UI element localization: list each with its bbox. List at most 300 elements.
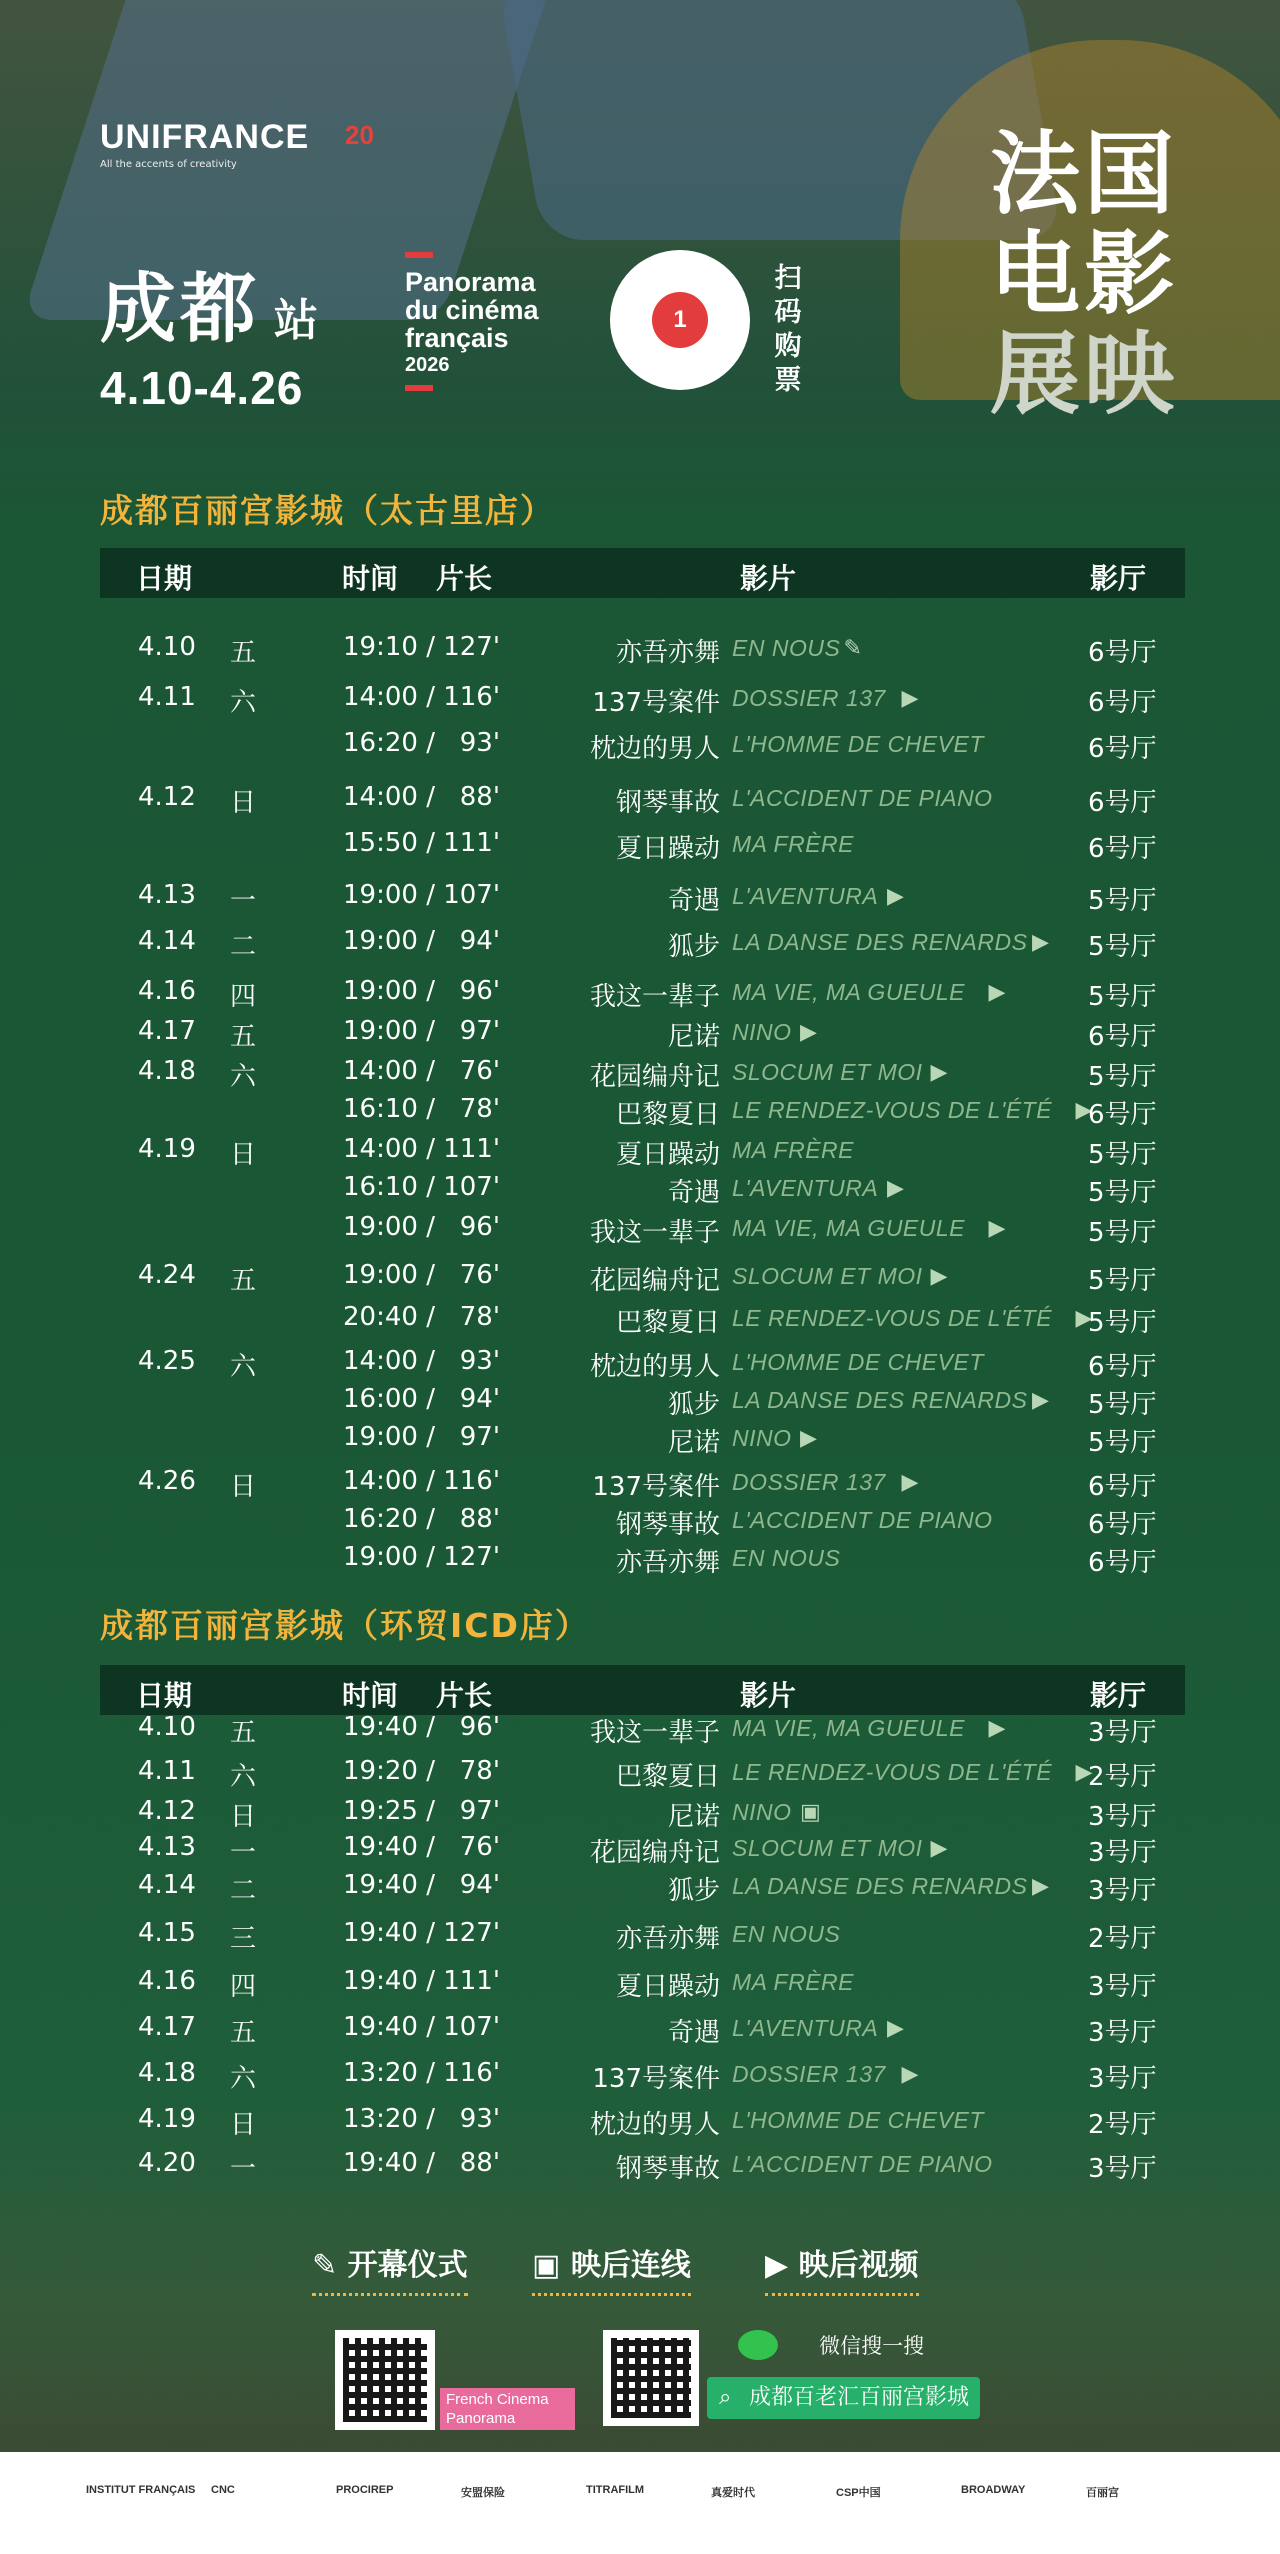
header-length: 片长 [436, 562, 493, 595]
film-title-fr: SLOCUM ET MOI [732, 1263, 923, 1289]
weekday: 一 [230, 1838, 257, 1868]
video-icon: ▶ [901, 685, 919, 710]
panorama-year: 2026 [405, 354, 450, 376]
scan-char: 扫 [774, 263, 802, 294]
screening-date: 4.12 [138, 782, 196, 812]
time-length: 19:40 / 88' [343, 2148, 500, 2178]
schedule-row [0, 1302, 1280, 1338]
screening-date: 4.10 [138, 632, 196, 662]
title-line-1: 法国 [990, 122, 1178, 227]
sponsor-logo: BROADWAY [961, 2484, 1026, 2496]
film-title-cn: 狐步 [667, 1390, 720, 1420]
video-icon: ▶ [988, 1715, 1006, 1740]
film-title-cn: 尼诺 [667, 1428, 720, 1458]
film-title-fr: L'ACCIDENT DE PIANO [732, 785, 993, 811]
weekday: 六 [230, 1062, 257, 1092]
weekday: 四 [230, 982, 257, 1012]
time-length: 19:00 / 96' [343, 976, 500, 1006]
film-title-cn: 花园编舟记 [589, 1062, 720, 1092]
film-title-fr: L'HOMME DE CHEVET [732, 2107, 984, 2133]
video-icon: ▶ [930, 1263, 948, 1288]
screening-date: 4.15 [138, 1918, 196, 1948]
hall-number: 6号厅 [1088, 1472, 1157, 1502]
time-length: 19:00 / 127' [343, 1542, 500, 1572]
film-title-cn: 亦吾亦舞 [615, 638, 720, 668]
header-hall: 影厅 [1090, 562, 1147, 595]
weekday: 一 [230, 886, 257, 916]
video-icon: ▶ [800, 1425, 818, 1450]
film-title-fr: NINO [732, 1019, 792, 1045]
film-title-fr: NINO [732, 1425, 792, 1451]
film-title-fr: LA DANSE DES RENARDS [732, 929, 1028, 955]
time-length: 16:20 / 93' [343, 728, 500, 758]
date-range: 4.10-4.26 [100, 362, 304, 414]
film-title-fr: L'AVENTURA [732, 2015, 879, 2041]
unifrance-logo [100, 118, 309, 170]
schedule-row [0, 1756, 1280, 1792]
panorama-line-1: Panorama [405, 267, 536, 297]
video-icon: ▶ [901, 1469, 919, 1494]
film-title-cn: 我这一辈子 [589, 1218, 720, 1248]
film-title-cn: 137号案件 [592, 1472, 720, 1502]
hall-number: 3号厅 [1088, 1718, 1157, 1748]
weekday: 五 [230, 1718, 257, 1748]
hall-number: 6号厅 [1088, 788, 1157, 818]
hall-number: 5号厅 [1088, 1140, 1157, 1170]
film-title-fr: DOSSIER 137 [732, 685, 886, 711]
screening-date: 4.14 [138, 1870, 196, 1900]
hall-number: 6号厅 [1088, 734, 1157, 764]
hall-number: 3号厅 [1088, 1838, 1157, 1868]
film-title-fr: SLOCUM ET MOI [732, 1835, 923, 1861]
schedule-row [0, 2012, 1280, 2048]
weekday: 日 [230, 1140, 257, 1170]
legend-opening [312, 2240, 468, 2296]
hall-number: 3号厅 [1088, 2064, 1157, 2094]
talk-icon: ▣ [532, 2248, 561, 2283]
film-title-cn: 137号案件 [592, 688, 720, 718]
film-title-cn: 奇遇 [667, 886, 720, 916]
tag-line: French Cinema [446, 2391, 549, 2408]
screening-date: 4.11 [138, 1756, 196, 1786]
time-length: 19:40 / 76' [343, 1832, 500, 1862]
weekday: 五 [230, 2018, 257, 2048]
time-length: 19:40 / 96' [343, 1712, 500, 1742]
film-title-cn: 花园编舟记 [589, 1266, 720, 1296]
sponsor-logo: INSTITUT FRANÇAIS [86, 2484, 196, 2496]
schedule-row [0, 1016, 1280, 1052]
schedule-row [0, 926, 1280, 962]
panorama-line-2: du cinéma [405, 295, 539, 325]
search-icon: ⌕ [719, 2385, 732, 2410]
schedule-row [0, 880, 1280, 916]
talk-icon: ▣ [800, 1799, 822, 1824]
film-title-cn: 狐步 [667, 1876, 720, 1906]
hall-number: 2号厅 [1088, 1762, 1157, 1792]
hall-number: 6号厅 [1088, 638, 1157, 668]
video-icon: ▶ [988, 1215, 1006, 1240]
hall-number: 5号厅 [1088, 1428, 1157, 1458]
qr-center-logo: 1 [652, 292, 708, 348]
header-date: 日期 [136, 562, 193, 595]
schedule-row [0, 1134, 1280, 1170]
hall-number: 5号厅 [1088, 982, 1157, 1012]
film-title-cn: 奇遇 [667, 1178, 720, 1208]
section-title-taikoo: 成都百丽宫影城（太古里店） [100, 491, 555, 530]
brand-name: UNIFRANCE [100, 118, 310, 156]
hall-number: 5号厅 [1088, 886, 1157, 916]
film-title-cn: 狐步 [667, 932, 720, 962]
screening-date: 4.13 [138, 1832, 196, 1862]
schedule-row [0, 1796, 1280, 1832]
screening-date: 4.26 [138, 1466, 196, 1496]
time-length: 14:00 / 88' [343, 782, 500, 812]
film-title-cn: 我这一辈子 [589, 1718, 720, 1748]
film-title-cn: 亦吾亦舞 [615, 1548, 720, 1578]
weekday: 五 [230, 1266, 257, 1296]
schedule-row [0, 1384, 1280, 1420]
schedule-row [0, 782, 1280, 818]
screening-date: 4.19 [138, 1134, 196, 1164]
panorama-red-bar-bottom [405, 385, 433, 391]
video-icon: ▶ [887, 1175, 905, 1200]
time-length: 14:00 / 76' [343, 1056, 500, 1086]
title-line-2: 电影 [990, 222, 1178, 327]
sponsor-logo: CNC [211, 2484, 235, 2496]
schedule-row [0, 682, 1280, 718]
film-title-fr: MA FRÈRE [732, 1137, 854, 1163]
weekday: 日 [230, 1472, 257, 1502]
film-title-fr: MA VIE, MA GUEULE [732, 1215, 966, 1241]
weekday: 日 [230, 788, 257, 818]
schedule-row [0, 1260, 1280, 1296]
hall-number: 6号厅 [1088, 1548, 1157, 1578]
schedule-row [0, 1212, 1280, 1248]
schedule-row [0, 1466, 1280, 1502]
screening-date: 4.24 [138, 1260, 196, 1290]
schedule-row [0, 1966, 1280, 2002]
schedule-row [0, 828, 1280, 864]
film-title-cn: 奇遇 [667, 2018, 720, 2048]
time-length: 16:10 / 78' [343, 1094, 500, 1124]
screening-date: 4.13 [138, 880, 196, 910]
wechat-search-text: 微信搜一搜 [819, 2334, 925, 2358]
scan-char: 码 [774, 297, 802, 328]
hall-number: 6号厅 [1088, 1352, 1157, 1382]
screening-date: 4.10 [138, 1712, 196, 1742]
qr-pattern [343, 2338, 427, 2422]
schedule-row [0, 1870, 1280, 1906]
sponsor-logo: 真爱时代 [711, 2487, 755, 2499]
hall-number: 5号厅 [1088, 1308, 1157, 1338]
schedule-row [0, 2104, 1280, 2140]
screening-date: 4.12 [138, 1796, 196, 1826]
time-length: 19:40 / 107' [343, 2012, 500, 2042]
film-title-cn: 137号案件 [592, 2064, 720, 2094]
film-title-fr: SLOCUM ET MOI [732, 1059, 923, 1085]
film-title-fr: LA DANSE DES RENARDS [732, 1873, 1028, 1899]
video-icon: ▶ [988, 979, 1006, 1004]
video-icon: ▶ [1075, 1097, 1093, 1122]
legend-underline [312, 2288, 468, 2296]
sponsor-logo: 百丽宫 [1086, 2487, 1119, 2499]
film-title-fr: LE RENDEZ-VOUS DE L'ÉTÉ [732, 1305, 1053, 1331]
header-time: 时间 [342, 562, 399, 595]
film-title-cn: 亦吾亦舞 [615, 1924, 720, 1954]
video-icon: ▶ [1032, 1387, 1050, 1412]
time-length: 19:00 / 107' [343, 880, 500, 910]
sponsor-logo: 安盟保险 [461, 2487, 505, 2499]
time-length: 19:00 / 94' [343, 926, 500, 956]
film-title-fr: L'HOMME DE CHEVET [732, 1349, 984, 1375]
film-title-cn: 夏日躁动 [615, 834, 720, 864]
hall-number: 5号厅 [1088, 1178, 1157, 1208]
video-icon: ▶ [1032, 929, 1050, 954]
weekday: 六 [230, 2064, 257, 2094]
legend-label: 映后视频 [798, 2248, 919, 2283]
ticket-qr-code[interactable] [610, 250, 750, 390]
hall-number: 5号厅 [1088, 1218, 1157, 1248]
time-length: 16:20 / 88' [343, 1504, 500, 1534]
weekday: 五 [230, 638, 257, 668]
time-length: 19:00 / 97' [343, 1422, 500, 1452]
schedule-row [0, 976, 1280, 1012]
table-header [100, 548, 1185, 598]
header-hall: 影厅 [1090, 1679, 1147, 1712]
section-title-icd: 成都百丽宫影城（环贸ICD店） [100, 1606, 590, 1645]
hall-number: 3号厅 [1088, 1802, 1157, 1832]
header-length: 片长 [436, 1679, 493, 1712]
film-title-fr: LA DANSE DES RENARDS [732, 1387, 1028, 1413]
station-label: 站 [274, 295, 318, 346]
weekday: 六 [230, 1352, 257, 1382]
hall-number: 6号厅 [1088, 1100, 1157, 1130]
hall-number: 6号厅 [1088, 834, 1157, 864]
film-title-fr: EN NOUS [732, 1545, 841, 1571]
time-length: 19:00 / 76' [343, 1260, 500, 1290]
header-date: 日期 [136, 1679, 193, 1712]
schedule-row [0, 1172, 1280, 1208]
video-icon: ▶ [1075, 1759, 1093, 1784]
film-title-cn: 我这一辈子 [589, 982, 720, 1012]
legend-underline [765, 2288, 919, 2296]
video-icon: ▶ [887, 2015, 905, 2040]
weekday: 五 [230, 1022, 257, 1052]
header-film: 影片 [740, 562, 797, 595]
hall-number: 3号厅 [1088, 2154, 1157, 2184]
film-title-fr: L'HOMME DE CHEVET [732, 731, 984, 757]
film-title-fr: L'ACCIDENT DE PIANO [732, 2151, 993, 2177]
time-length: 20:40 / 78' [343, 1302, 500, 1332]
legend-label: 开幕仪式 [347, 2248, 468, 2283]
hall-number: 6号厅 [1088, 1022, 1157, 1052]
header-time: 时间 [342, 1679, 399, 1712]
schedule-row [0, 1422, 1280, 1458]
weekday: 六 [230, 688, 257, 718]
panorama-red-bar [405, 252, 433, 258]
screening-date: 4.19 [138, 2104, 196, 2134]
schedule-row [0, 632, 1280, 668]
sponsor-logo: TITRAFILM [586, 2484, 645, 2496]
time-length: 16:00 / 94' [343, 1384, 500, 1414]
table-header [100, 1665, 1185, 1715]
panorama-line-3: français [405, 323, 509, 353]
weekday: 二 [230, 932, 257, 962]
legend-label: 映后连线 [570, 2248, 691, 2283]
film-title-fr: LE RENDEZ-VOUS DE L'ÉTÉ [732, 1097, 1053, 1123]
film-title-cn: 枕边的男人 [589, 1352, 720, 1382]
hall-number: 2号厅 [1088, 1924, 1157, 1954]
screening-date: 4.14 [138, 926, 196, 956]
wechat-icon [738, 2330, 778, 2360]
time-length: 19:40 / 127' [343, 1918, 500, 1948]
film-title-cn: 尼诺 [667, 1022, 720, 1052]
film-title-fr: MA FRÈRE [732, 831, 854, 857]
festival-title [990, 122, 1200, 427]
screening-date: 4.25 [138, 1346, 196, 1376]
schedule-row [0, 1056, 1280, 1092]
weekday: 日 [230, 2110, 257, 2140]
screening-date: 4.17 [138, 1016, 196, 1046]
film-title-fr: DOSSIER 137 [732, 1469, 886, 1495]
film-title-fr: DOSSIER 137 [732, 2061, 886, 2087]
search-button[interactable] [707, 2377, 980, 2419]
schedule-row [0, 1346, 1280, 1382]
film-title-cn: 钢琴事故 [615, 1510, 720, 1540]
video-icon: ▶ [800, 1019, 818, 1044]
weekday: 四 [230, 1972, 257, 2002]
time-length: 14:00 / 93' [343, 1346, 500, 1376]
hall-number: 6号厅 [1088, 1510, 1157, 1540]
header-film: 影片 [740, 1679, 797, 1712]
video-icon: ▶ [901, 2061, 919, 2086]
wechat-search [738, 2330, 924, 2360]
wechat-account-qr[interactable] [335, 2330, 435, 2430]
schedule-row [0, 1094, 1280, 1130]
video-icon: ▶ [1032, 1873, 1050, 1898]
film-title-cn: 尼诺 [667, 1802, 720, 1832]
time-length: 19:20 / 78' [343, 1756, 500, 1786]
time-length: 19:00 / 96' [343, 1212, 500, 1242]
anniversary-badge: 20 [345, 120, 374, 150]
city-block [100, 248, 318, 415]
time-length: 14:00 / 116' [343, 682, 500, 712]
hall-number: 2号厅 [1088, 2110, 1157, 2140]
qr-pattern [611, 2338, 691, 2418]
film-title-fr: L'ACCIDENT DE PIANO [732, 1507, 993, 1533]
opening-icon: ✎ [843, 635, 863, 660]
scan-to-buy-label [773, 262, 803, 398]
film-title-cn: 枕边的男人 [589, 734, 720, 764]
time-length: 19:40 / 111' [343, 1966, 500, 1996]
tag-line: Panorama [446, 2410, 516, 2427]
weekday: 日 [230, 1802, 257, 1832]
legend-talk [532, 2240, 691, 2296]
time-length: 14:00 / 116' [343, 1466, 500, 1496]
screening-date: 4.17 [138, 2012, 196, 2042]
screening-date: 4.20 [138, 2148, 196, 2178]
search-label: 成都百老汇百丽宫影城 [749, 2385, 970, 2410]
hall-number: 3号厅 [1088, 2018, 1157, 2048]
panorama-logo [405, 252, 539, 391]
schedule-row [0, 1918, 1280, 1954]
time-length: 15:50 / 111' [343, 828, 500, 858]
screening-date: 4.18 [138, 2058, 196, 2088]
hall-number: 3号厅 [1088, 1972, 1157, 2002]
schedule-row [0, 1504, 1280, 1540]
hall-number: 6号厅 [1088, 688, 1157, 718]
time-length: 13:20 / 116' [343, 2058, 500, 2088]
opening-icon: ✎ [312, 2248, 338, 2283]
schedule-row [0, 1832, 1280, 1868]
film-title-fr: LE RENDEZ-VOUS DE L'ÉTÉ [732, 1759, 1053, 1785]
film-title-cn: 钢琴事故 [615, 2154, 720, 2184]
screening-date: 4.11 [138, 682, 196, 712]
french-cinema-panorama-tag [440, 2388, 575, 2430]
film-title-cn: 钢琴事故 [615, 788, 720, 818]
sponsor-strip [0, 2452, 1280, 2554]
legend-video [765, 2240, 919, 2296]
schedule-row [0, 1712, 1280, 1748]
weekday: 一 [230, 2154, 257, 2184]
city-name: 成都 [100, 264, 260, 353]
hall-number: 5号厅 [1088, 1062, 1157, 1092]
legend-underline [532, 2288, 691, 2296]
time-length: 19:00 / 97' [343, 1016, 500, 1046]
scan-char: 票 [774, 365, 802, 396]
weekday: 三 [230, 1924, 257, 1954]
screening-date: 4.16 [138, 1966, 196, 1996]
video-icon: ▶ [887, 883, 905, 908]
film-title-fr: MA VIE, MA GUEULE [732, 979, 966, 1005]
hall-number: 5号厅 [1088, 932, 1157, 962]
time-length: 16:10 / 107' [343, 1172, 500, 1202]
video-icon: ▶ [1075, 1305, 1093, 1330]
weekday: 二 [230, 1876, 257, 1906]
time-length: 13:20 / 93' [343, 2104, 500, 2134]
film-title-fr: EN NOUS [732, 635, 841, 661]
film-title-cn: 巴黎夏日 [615, 1100, 720, 1130]
film-title-cn: 巴黎夏日 [615, 1762, 720, 1792]
miniprogram-qr[interactable] [603, 2330, 699, 2426]
screening-date: 4.16 [138, 976, 196, 1006]
time-length: 19:25 / 97' [343, 1796, 500, 1826]
video-icon: ▶ [930, 1835, 948, 1860]
sponsor-logo: PROCIREP [336, 2484, 394, 2496]
film-title-fr: L'AVENTURA [732, 883, 879, 909]
title-line-3: 展映 [990, 322, 1178, 427]
schedule-row [0, 2058, 1280, 2094]
sponsor-logo: CSP中国 [836, 2487, 881, 2499]
time-length: 19:40 / 94' [343, 1870, 500, 1900]
film-title-fr: MA VIE, MA GUEULE [732, 1715, 966, 1741]
film-title-fr: NINO [732, 1799, 792, 1825]
film-title-fr: MA FRÈRE [732, 1969, 854, 1995]
weekday: 六 [230, 1762, 257, 1792]
video-icon: ▶ [765, 2248, 789, 2283]
time-length: 14:00 / 111' [343, 1134, 500, 1164]
hall-number: 5号厅 [1088, 1390, 1157, 1420]
film-title-cn: 花园编舟记 [589, 1838, 720, 1868]
film-title-cn: 夏日躁动 [615, 1140, 720, 1170]
schedule-row [0, 2148, 1280, 2184]
video-icon: ▶ [930, 1059, 948, 1084]
screening-date: 4.18 [138, 1056, 196, 1086]
hall-number: 5号厅 [1088, 1266, 1157, 1296]
film-title-fr: EN NOUS [732, 1921, 841, 1947]
schedule-row [0, 1542, 1280, 1578]
film-title-cn: 夏日躁动 [615, 1972, 720, 2002]
